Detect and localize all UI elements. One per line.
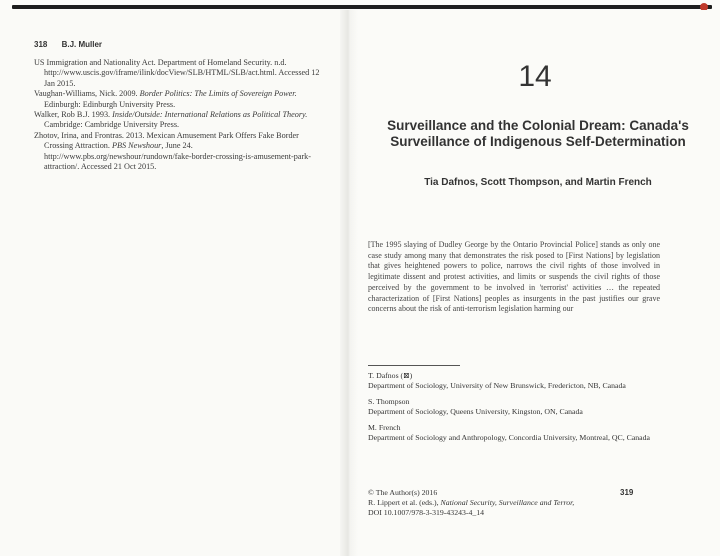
copyright-line: © The Author(s) 2016 <box>368 488 438 497</box>
reference-text: Zhotov, Irina, and Frontras. 2013. Mexican Amusement Park Offers Fake Border Crossing Attraction. <box>34 130 299 151</box>
reference-title: PBS Newshour <box>112 141 162 151</box>
affiliation-dept: Department of Sociology and Anthropology, Concordia University, Montreal, QC, Canada <box>368 433 651 442</box>
affiliation-dept: Department of Sociology, Queens University, Kingston, ON, Canada <box>368 407 583 416</box>
affiliation-name: T. Dafnos (⊠) <box>368 371 413 380</box>
book-editors: R. Lippert et al. (eds.), <box>368 498 441 507</box>
left-page-number: 318 <box>34 40 48 49</box>
epigraph: [The 1995 slaying of Dudley George by the Ontario Provincial Police] stands as only one case study among many that demonstrates the risk posed to [First Nations] by legislation that gives heightened powers to police, narrows the civil rights of those involved in legitimate dissent and protest activities, and limits or suspends the civil rights of those perceived by the government to be involved in 'terrorist' activities … the repeated characterization of [First Nations] peoples as insurgents in the past justifies our grave concerns about the risk of anti-terrorism legislation harming our <box>368 240 660 314</box>
chapter-title: Surveillance and the Colonial Dream: Canada's Surveillance of Indigenous Self-Determination <box>387 118 689 149</box>
affiliation-dept: Department of Sociology, University of New Brunswick, Fredericton, NB, Canada <box>368 381 626 390</box>
reference-text: Cambridge: Cambridge University Press. <box>44 120 180 130</box>
footnote-rule <box>368 365 460 366</box>
affiliation-entry <box>368 371 668 391</box>
affiliation-name: S. Thompson <box>368 397 410 406</box>
doi: DOI 10.1007/978-3-319-43243-4_14 <box>368 508 485 517</box>
top-edge <box>0 0 720 10</box>
author-affiliations <box>368 371 668 449</box>
chapter-number: 14 <box>518 60 552 93</box>
reference-text: Walker, Rob B.J. 1993. <box>34 110 113 120</box>
reference-entry <box>34 58 330 89</box>
chapter-authors: Tia Dafnos, Scott Thompson, and Martin French <box>424 177 652 188</box>
reference-text: Vaughan-Williams, Nick. 2009. <box>34 89 140 99</box>
reference-text: Edinburgh: Edinburgh University Press. <box>44 99 176 109</box>
book-title: National Security, Surveillance and Terror, <box>440 498 575 507</box>
reference-entry <box>34 110 330 131</box>
affiliation-entry <box>368 397 668 417</box>
reference-title: Border Politics: The Limits of Sovereign Power. <box>139 89 297 99</box>
reference-title: Inside/Outside: International Relations as Political Theory. <box>112 110 308 120</box>
top-border-bar <box>12 5 712 9</box>
running-head <box>34 40 102 49</box>
reference-entry <box>34 89 330 110</box>
reference-list <box>34 58 330 172</box>
reference-text: , June 24. http://www.pbs.org/newshour/rundown/fake-border-crossing-is-amusement-park-attraction/. Accessed 21 Oct 2015. <box>44 141 312 172</box>
affiliation-name: M. French <box>368 423 401 432</box>
right-page-number: 319 <box>620 488 634 497</box>
reference-entry <box>34 131 330 173</box>
running-head-author: B.J. Muller <box>61 40 103 49</box>
reference-text: US Immigration and Nationality Act. Department of Homeland Security. n.d. http://www.uscis.gov/iframe/ilink/docView/SLB/HTML/SLB/act.html. Accessed 12 Jan 2015. <box>34 58 320 88</box>
affiliation-entry <box>368 423 668 443</box>
book-citation <box>368 498 668 508</box>
